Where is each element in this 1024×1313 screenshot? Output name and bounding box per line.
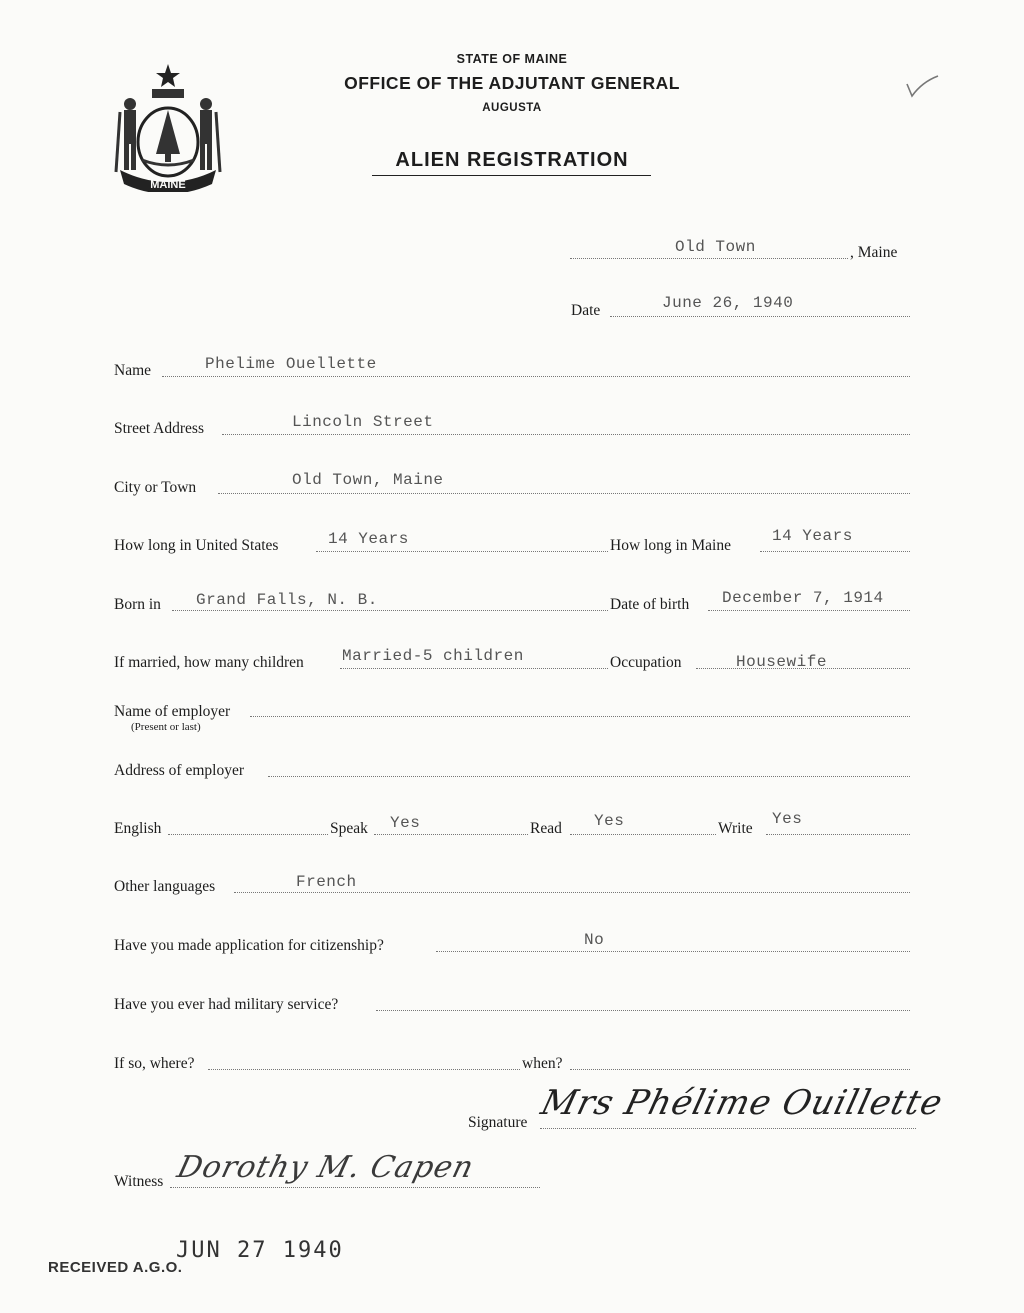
city-heading: AUGUSTA <box>482 102 542 114</box>
form-title: ALIEN REGISTRATION <box>395 149 629 171</box>
read-value: Yes <box>594 812 625 830</box>
place-suffix: , Maine <box>850 244 898 261</box>
military-label: Have you ever had military service? <box>114 996 339 1013</box>
children-label: If married, how many children <box>114 654 304 671</box>
citizenship-label: Have you made application for citizenship? <box>114 937 384 954</box>
signature-label: Signature <box>468 1114 528 1131</box>
street-label: Street Address <box>114 420 204 437</box>
speak-label: Speak <box>330 820 368 837</box>
city-label: City or Town <box>114 479 197 496</box>
born-in-value: Grand Falls, N. B. <box>196 591 378 609</box>
us-years-label: How long in United States <box>114 537 279 554</box>
name-value: Phelime Ouellette <box>205 355 377 373</box>
english-label: English <box>114 820 162 837</box>
svg-text:MAINE: MAINE <box>150 179 186 191</box>
dob-value: December 7, 1914 <box>722 589 884 607</box>
maine-years-label: How long in Maine <box>610 537 731 554</box>
city-value: Old Town, Maine <box>292 471 444 489</box>
occupation-value: Housewife <box>736 653 827 671</box>
date-value: June 26, 1940 <box>662 294 794 312</box>
employer-sublabel: (Present or last) <box>131 721 201 733</box>
maine-years-value: 14 Years <box>772 527 853 545</box>
us-years-value: 14 Years <box>328 530 409 548</box>
received-stamp-date: JUN 27 1940 <box>176 1238 344 1263</box>
born-in-label: Born in <box>114 596 161 613</box>
other-languages-label: Other languages <box>114 878 216 895</box>
state-heading: STATE OF MAINE <box>456 52 568 66</box>
other-languages-value: French <box>296 873 357 891</box>
children-value: Married-5 children <box>342 647 524 665</box>
name-label: Name <box>114 362 152 379</box>
witness-label: Witness <box>114 1173 164 1190</box>
check-mark-icon <box>902 72 942 102</box>
date-label: Date <box>571 302 601 319</box>
street-value: Lincoln Street <box>292 413 434 431</box>
place-value: Old Town <box>675 238 756 256</box>
write-value: Yes <box>772 810 803 828</box>
dob-label: Date of birth <box>610 596 690 613</box>
occupation-label: Occupation <box>610 654 682 671</box>
read-label: Read <box>530 820 562 837</box>
citizenship-value: No <box>584 931 605 949</box>
employer-address-label: Address of employer <box>114 762 244 779</box>
write-label: Write <box>718 820 753 837</box>
where-label: If so, where? <box>114 1055 195 1072</box>
employer-label: Name of employer <box>114 703 231 720</box>
witness-value: Dorothy M. Capen <box>173 1150 478 1185</box>
title-underline <box>372 175 651 176</box>
signature-value: Mrs Phélime Ouillette <box>537 1083 948 1123</box>
office-heading: OFFICE OF THE ADJUTANT GENERAL <box>344 73 680 93</box>
speak-value: Yes <box>390 814 421 832</box>
maine-state-seal-icon <box>112 62 224 192</box>
received-stamp: RECEIVED A.G.O. <box>48 1259 183 1276</box>
when-label: when? <box>522 1055 563 1072</box>
